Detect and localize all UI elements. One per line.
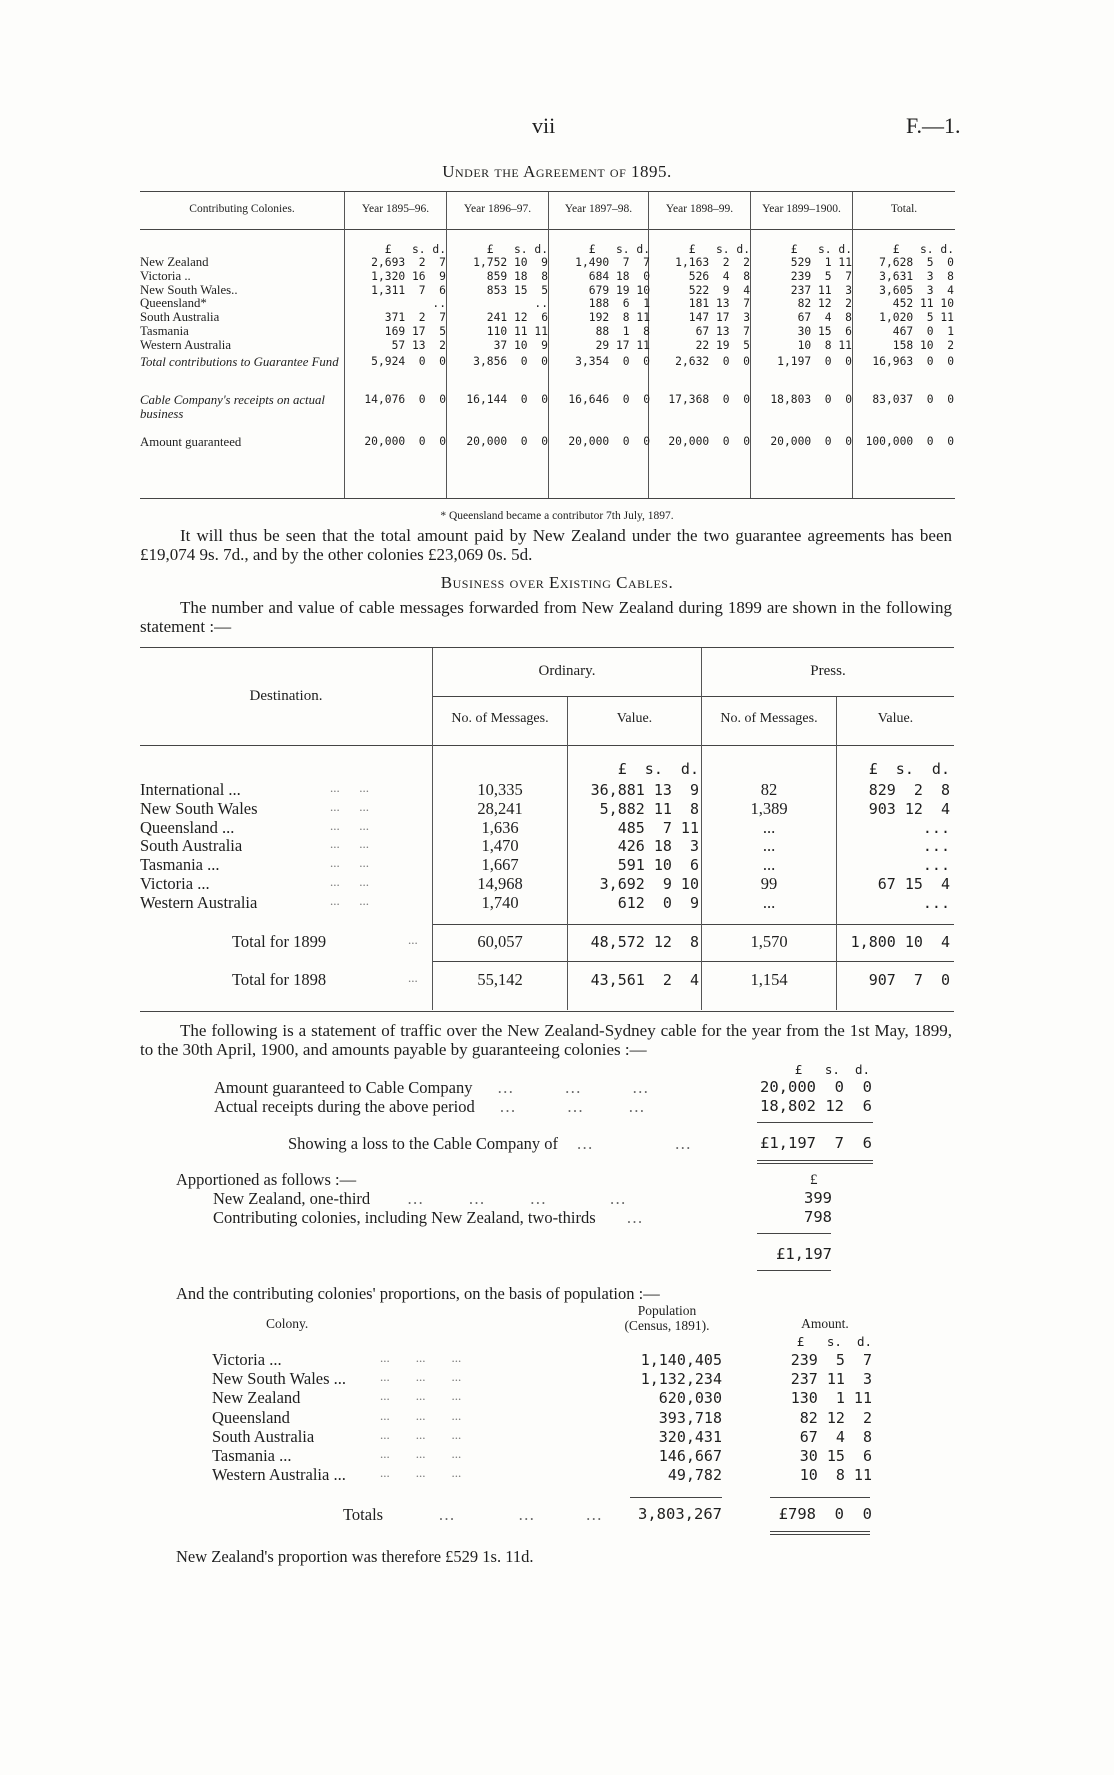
nz-third-value: 399 — [804, 1189, 832, 1207]
colony-name: Western Australia — [140, 337, 232, 352]
contribution-value: 679 19 10 — [588, 283, 650, 297]
contribution-value: 1,311 7 6 — [371, 283, 446, 297]
business-title: Business over Existing Cables. — [440, 573, 674, 592]
contribution-value: 467 0 1 — [892, 325, 954, 338]
total-1898-label: Total for 1898 — [232, 970, 327, 989]
document-reference: F.—1. — [906, 113, 961, 138]
leader-dots: ... ... — [330, 780, 369, 795]
proportion-colony: Tasmania ... — [212, 1446, 292, 1465]
ordinary-messages: 1,740 — [481, 892, 519, 912]
proportion-colony: Victoria ... — [212, 1350, 282, 1369]
contribution-value: 452 11 10 — [892, 297, 954, 311]
total-contributions-value: 2,632 0 0 — [675, 355, 750, 368]
contrib-two-thirds-value: 798 — [804, 1208, 832, 1226]
contribution-value: 37 10 9 — [493, 338, 548, 352]
proportion-population: 620,030 — [658, 1389, 722, 1408]
leader-dots: ... ... — [330, 874, 369, 889]
destination-name: New South Wales — [140, 798, 258, 818]
totals-population: 3,803,267 — [638, 1505, 722, 1523]
colony-header: Colony. — [266, 1316, 309, 1331]
col-header-1896: Year 1896–97. — [463, 203, 532, 215]
contribution-value: .. — [432, 297, 446, 311]
contribution-value: 158 10 2 — [892, 338, 954, 352]
apportioned-pound: £ — [810, 1172, 818, 1188]
ordinary-messages: 10,335 — [477, 780, 523, 799]
destination-name: Tasmania ... — [140, 855, 220, 875]
proportion-amount: 130 1 11 — [790, 1389, 872, 1408]
col-header-1895: Year 1895–96. — [361, 203, 430, 215]
contribution-value: 147 17 3 — [688, 311, 750, 325]
col-header-1899: Year 1899–1900. — [762, 203, 841, 215]
leader-dots: ... ... ... — [380, 1407, 462, 1423]
cable-receipts-label: Cable Company's receipts on actual business — [140, 393, 325, 421]
contribution-value: 853 15 5 — [486, 283, 548, 297]
proportion-amount: 82 12 2 — [799, 1408, 872, 1427]
total-contributions-value: 1,197 0 0 — [777, 355, 852, 368]
proportions-intro: And the contributing colonies' proportions, on the basis of population :— — [176, 1284, 660, 1303]
ordinary-value: 3,692 9 10 — [599, 875, 699, 893]
press-messages: ... — [762, 836, 776, 856]
col-header-ordinary-no: No. of Messages. — [451, 711, 549, 726]
contribution-value: 10 8 11 — [797, 338, 852, 352]
press-value: ... — [922, 818, 950, 837]
contribution-value: 1,320 16 9 — [371, 269, 446, 283]
col-header-colonies: Contributing Colonies. — [189, 203, 295, 215]
col-header-ordinary: Ordinary. — [538, 663, 596, 679]
contribution-value: 529 1 11 — [790, 256, 852, 269]
leader-dots: ... ... ... — [380, 1350, 462, 1365]
colony-name: South Australia — [140, 310, 220, 325]
nz-third-label: New Zealand, one-third … … … … — [213, 1189, 628, 1208]
col-header-press: Press. — [810, 663, 846, 679]
contribution-value: 67 4 8 — [797, 311, 852, 325]
ordinary-messages: 28,241 — [477, 798, 523, 818]
contribution-value: 1,752 10 9 — [473, 256, 548, 269]
proportion-population: 393,718 — [658, 1408, 722, 1427]
amount-guaranteed-value: 20,000 0 0 — [568, 435, 650, 448]
press-value: ... — [922, 893, 950, 912]
ordinary-messages: 1,470 — [481, 836, 519, 856]
business-intro: The number and value of cable messages forwarded from New Zealand during 1899 are shown in the following statement :— — [140, 598, 952, 636]
amount-header: Amount. — [801, 1316, 849, 1331]
ordinary-value: 591 10 6 — [617, 856, 699, 875]
destination-name: International ... — [140, 780, 241, 799]
contribution-value: 188 6 1 — [588, 297, 650, 311]
amount-guaranteed-value: 20,000 0 0 — [364, 435, 446, 448]
contribution-value: 239 5 7 — [790, 269, 852, 283]
contribution-value: 237 11 3 — [790, 283, 852, 297]
contribution-value: 684 18 0 — [588, 269, 650, 283]
traffic-units: £ s. d. — [794, 1062, 870, 1077]
cable-receipts-value: 17,368 0 0 — [668, 393, 750, 406]
ordinary-messages: 1,667 — [481, 855, 519, 875]
conclusion: New Zealand's proportion was therefore £529 1s. 11d. — [176, 1547, 534, 1566]
contribution-value: 22 19 5 — [695, 338, 750, 352]
amount-guaranteed-value: 20,000 0 0 — [770, 435, 852, 448]
col-header-1897: Year 1897–98. — [564, 203, 633, 215]
proportion-colony: New Zealand — [212, 1388, 301, 1408]
leader-dots: ... — [408, 932, 418, 947]
cable-receipts-value: 14,076 0 0 — [364, 393, 446, 406]
destination-name: South Australia — [140, 836, 243, 856]
units-label: £ s. d. — [688, 243, 750, 256]
contribution-value: 192 8 11 — [588, 311, 650, 325]
amount-guaranteed-value: 100,000 0 0 — [865, 435, 954, 448]
col-header-ordinary-value: Value. — [616, 711, 653, 726]
colony-name: Queensland* — [140, 296, 207, 311]
loss-label: Showing a loss to the Cable Company of … … — [288, 1134, 693, 1153]
col-header-destination: Destination. — [249, 688, 323, 704]
total-1898-ordinary-value: 43,561 2 4 — [590, 971, 699, 989]
ordinary-messages: 1,636 — [481, 817, 519, 837]
contribution-value: 88 1 8 — [595, 325, 650, 338]
contribution-value: 1,490 7 7 — [575, 256, 650, 269]
leader-dots: ... ... ... — [380, 1388, 462, 1404]
totals-label: Totals … … … — [343, 1505, 604, 1524]
colony-name: Tasmania — [140, 324, 189, 338]
page-number: vii — [532, 113, 556, 138]
contribution-value: 82 12 2 — [797, 297, 852, 311]
press-value: 903 12 4 — [868, 799, 950, 818]
leader-dots: ... ... ... — [380, 1446, 462, 1461]
apportioned-label: Apportioned as follows :— — [176, 1170, 357, 1189]
col-header-total: Total. — [890, 203, 918, 215]
proportion-amount: 30 15 6 — [799, 1447, 872, 1465]
receipts-label: Actual receipts during the above period … … … — [214, 1097, 647, 1116]
destination-name: Victoria ... — [140, 874, 210, 893]
amount-guaranteed-value: 20,000 0 0 — [466, 435, 548, 448]
contribution-value: 3,631 3 8 — [879, 269, 954, 283]
col-header-1898: Year 1898–99. — [665, 203, 734, 215]
proportion-colony: South Australia — [212, 1426, 315, 1446]
contribution-value: 241 12 6 — [486, 311, 548, 325]
total-1898-ordinary-messages: 55,142 — [477, 970, 523, 989]
press-units: £ s. d. — [868, 760, 950, 778]
agreement-title: Under the Agreement of 1895. — [442, 162, 672, 181]
ordinary-value: 36,881 13 9 — [590, 781, 699, 799]
contribution-value: 526 4 8 — [688, 269, 750, 283]
ordinary-value: 426 18 3 — [617, 837, 699, 856]
colony-name: New South Wales.. — [140, 282, 238, 297]
guaranteed-label: Amount guaranteed to Cable Company … … … — [214, 1078, 651, 1097]
total-1899-label: Total for 1899 — [232, 932, 327, 951]
ordinary-units: £ s. d. — [617, 760, 699, 778]
units-label: £ s. d. — [384, 243, 446, 256]
ordinary-value: 5,882 11 8 — [599, 799, 699, 818]
total-1899-ordinary-value: 48,572 12 8 — [590, 933, 699, 951]
colony-name: Victoria .. — [140, 268, 191, 283]
contribution-value: 7,628 5 0 — [879, 256, 954, 269]
proportion-colony: New South Wales ... — [212, 1369, 347, 1389]
total-1899-press-value: 1,800 10 4 — [850, 933, 950, 951]
contribution-value: 1,020 5 11 — [879, 311, 954, 325]
leader-dots: ... ... ... — [380, 1465, 462, 1481]
proportion-population: 49,782 — [667, 1466, 722, 1485]
contribution-value: 169 17 5 — [384, 325, 446, 338]
apportioned-total: £1,197 — [776, 1245, 832, 1263]
contribution-value: .. — [534, 297, 548, 311]
proportion-amount: 67 4 8 — [799, 1427, 872, 1446]
total-1899-ordinary-messages: 60,057 — [477, 932, 523, 951]
contribution-value: 29 17 11 — [595, 338, 650, 352]
ordinary-value: 612 0 9 — [617, 893, 699, 912]
cable-receipts-value: 16,646 0 0 — [568, 393, 650, 406]
contribution-value: 2,693 2 7 — [371, 256, 446, 269]
press-messages: 82 — [760, 780, 778, 799]
guaranteed-value: 20,000 0 0 — [760, 1078, 872, 1096]
amount-guaranteed-value: 20,000 0 0 — [668, 435, 750, 448]
contribution-value: 181 13 7 — [688, 297, 750, 311]
contribution-value: 859 18 8 — [486, 269, 548, 283]
proportion-colony: Western Australia ... — [212, 1465, 346, 1485]
contrib-two-thirds-label: Contributing colonies, including New Zealand, two-thirds … — [213, 1208, 645, 1227]
contribution-value: 522 9 4 — [688, 283, 750, 297]
units-label: £ s. d. — [588, 243, 650, 256]
leader-dots: ... — [408, 970, 418, 985]
total-contributions-value: 3,856 0 0 — [473, 355, 548, 368]
destination-name: Queensland ... — [140, 817, 235, 837]
total-contributions-value: 16,963 0 0 — [872, 355, 954, 368]
press-value: 829 2 8 — [868, 781, 950, 799]
contribution-value: 1,163 2 2 — [675, 256, 750, 269]
total-contributions-value: 5,924 0 0 — [371, 355, 446, 368]
proportion-population: 146,667 — [658, 1447, 722, 1465]
press-messages: 99 — [760, 874, 778, 893]
colony-name: New Zealand — [140, 255, 209, 269]
units-label: £ s. d. — [486, 243, 548, 256]
contribution-value: 67 13 7 — [695, 325, 750, 338]
cable-receipts-value: 18,803 0 0 — [770, 393, 852, 406]
leader-dots: ... ... — [330, 817, 369, 833]
proportion-population: 1,140,405 — [640, 1351, 722, 1369]
contribution-value: 3,605 3 4 — [879, 283, 954, 297]
contribution-value: 57 13 2 — [391, 338, 446, 352]
press-value: ... — [922, 856, 950, 875]
leader-dots: ... ... — [330, 855, 369, 871]
total-1899-press-messages: 1,570 — [750, 932, 788, 951]
amount-guaranteed-label: Amount guaranteed — [140, 435, 242, 449]
proportion-amount: 10 8 11 — [799, 1466, 872, 1485]
total-1898-press-value: 907 7 0 — [868, 971, 950, 989]
press-value: ... — [922, 837, 950, 856]
guarantee-summary-paragraph: It will thus be seen that the total amount paid by New Zealand under the two guarantee agreements has been £19,074 9s. 7d., and by the other colonies £23,069 0s. 5d. — [140, 526, 952, 564]
press-value: 67 15 4 — [877, 875, 950, 893]
amount-units: £ s. d. — [796, 1334, 872, 1349]
press-messages: ... — [762, 855, 776, 875]
leader-dots: ... ... — [330, 798, 369, 814]
leader-dots: ... ... ... — [380, 1369, 462, 1385]
contribution-value: 30 15 6 — [797, 325, 852, 338]
contribution-value: 371 2 7 — [384, 311, 446, 325]
press-messages: ... — [762, 817, 776, 837]
ordinary-value: 485 7 11 — [617, 818, 699, 837]
proportion-amount: 239 5 7 — [790, 1351, 872, 1369]
leader-dots: ... ... — [330, 836, 369, 852]
cable-receipts-value: 16,144 0 0 — [466, 393, 548, 406]
queensland-footnote: * Queensland became a contributor 7th July, 1897. — [440, 510, 674, 522]
census-header: (Census, 1891). — [624, 1318, 710, 1333]
press-messages: ... — [762, 892, 776, 912]
leader-dots: ... ... — [330, 892, 369, 908]
population-header: Population — [637, 1303, 697, 1318]
proportion-population: 320,431 — [658, 1427, 722, 1446]
total-contributions-value: 3,354 0 0 — [575, 355, 650, 368]
press-messages: 1,389 — [750, 798, 788, 818]
units-label: £ s. d. — [790, 243, 852, 256]
ordinary-messages: 14,968 — [477, 874, 523, 893]
totals-amount: £798 0 0 — [778, 1505, 872, 1523]
cable-receipts-value: 83,037 0 0 — [872, 393, 954, 406]
total-1898-press-messages: 1,154 — [750, 970, 788, 989]
receipts-value: 18,802 12 6 — [760, 1097, 872, 1115]
proportion-amount: 237 11 3 — [790, 1370, 872, 1389]
col-header-press-no: No. of Messages. — [720, 711, 818, 726]
contribution-value: 110 11 11 — [486, 325, 548, 338]
total-contributions-label: Total contributions to Guarantee Fund — [140, 355, 339, 369]
col-header-press-value: Value. — [877, 711, 914, 726]
proportion-colony: Queensland — [212, 1407, 290, 1427]
proportion-population: 1,132,234 — [640, 1370, 722, 1389]
units-label: £ s. d. — [892, 243, 954, 256]
loss-value: £1,197 7 6 — [760, 1134, 872, 1152]
leader-dots: ... ... ... — [380, 1426, 462, 1442]
traffic-paragraph: The following is a statement of traffic over the New Zealand-Sydney cable for the year from the 1st May, 1899, to the 30th April, 1900, and amounts payable by guaranteeing colonies :— — [140, 1021, 952, 1059]
destination-name: Western Australia — [140, 892, 258, 912]
